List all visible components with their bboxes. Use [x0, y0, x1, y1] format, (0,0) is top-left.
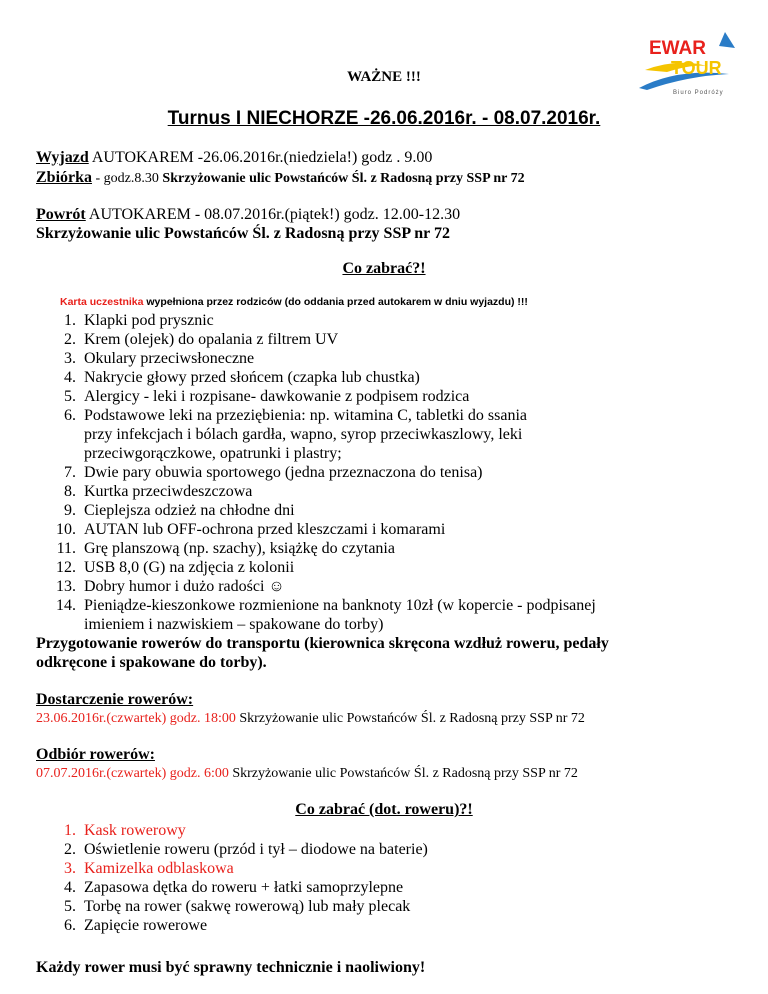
item-text-line: imieniem i nazwiskiem – spakowane do torby)	[84, 616, 384, 633]
bike-delivery-label: Dostarczenie rowerów:	[36, 691, 194, 708]
footer-note: Każdy rower musi być sprawny technicznie i naoliwiony!	[36, 959, 426, 976]
bike-prep-line: Przygotowanie rowerów do transportu (kierownica skręcona wzdłuż roweru, pedały	[36, 635, 609, 652]
logo-text-top: EWAR	[649, 38, 706, 59]
item-number: 10.	[56, 521, 76, 538]
participant-card-text: wypełniona przez rodziców (do oddania przed autokarem w dniu wyjazdu) !!!	[143, 296, 528, 308]
page-title: Turnus I NIECHORZE -26.06.2016r. - 08.07.2016r.	[167, 108, 601, 129]
item-number: 5.	[64, 388, 76, 405]
packing-heading: Co zabrać?!	[342, 260, 426, 277]
packing-list-item	[36, 330, 736, 349]
item-number: 8.	[64, 483, 76, 500]
return-place: Skrzyżowanie ulic Powstańców Śl. z Radosną przy SSP nr 72	[36, 225, 450, 242]
bike-packing-heading: Co zabrać (dot. roweru)?!	[295, 801, 473, 818]
item-number: 4.	[64, 369, 76, 386]
item-text-line: AUTAN lub OFF-ochrona przed kleszczami i komarami	[84, 521, 446, 538]
item-text: Kamizelka odblaskowa	[84, 860, 234, 877]
item-text-line: Dwie pary obuwia sportowego (jedna przeznaczona do tenisa)	[84, 464, 483, 481]
packing-list-item	[36, 577, 736, 596]
item-number: 1.	[64, 822, 76, 839]
bike-list-item	[36, 916, 736, 935]
item-text-line: Grę planszową (np. szachy), książkę do czytania	[84, 540, 395, 557]
return-label: Powrót	[36, 206, 86, 223]
packing-list	[36, 311, 736, 634]
packing-list-item	[36, 596, 736, 634]
bike-pickup-line	[36, 764, 578, 783]
item-number: 13.	[56, 578, 76, 595]
packing-list-item	[36, 387, 736, 406]
item-number: 11.	[56, 540, 76, 557]
packing-list-item	[36, 463, 736, 482]
item-text-line: Cieplejsza odzież na chłodne dni	[84, 502, 295, 519]
item-text: Oświetlenie roweru (przód i tył – diodowe na baterie)	[84, 841, 428, 858]
item-text-line: Alergicy - leki i rozpisane- dawkowanie z podpisem rodzica	[84, 388, 470, 405]
item-number: 3.	[64, 860, 76, 877]
item-number: 9.	[64, 502, 76, 519]
packing-list-item	[36, 368, 736, 387]
gathering-place: Skrzyżowanie ulic Powstańców Śl. z Radosną przy SSP nr 72	[162, 171, 525, 186]
item-text: Zapasowa dętka do roweru + łatki samoprzylepne	[84, 879, 404, 896]
item-number: 6.	[64, 407, 76, 424]
return-line	[36, 205, 460, 224]
item-number: 5.	[64, 898, 76, 915]
departure-text: AUTOKAREM -26.06.2016r.(niedziela!) godz . 9.00	[88, 149, 433, 166]
bike-pickup-date: 07.07.2016r.(czwartek) godz. 6:00	[36, 766, 229, 781]
bike-pickup-place: Skrzyżowanie ulic Powstańców Śl. z Radosną przy SSP nr 72	[228, 766, 578, 781]
participant-card-label: Karta uczestnika	[60, 296, 144, 308]
item-text-line: Dobry humor i dużo radości ☺	[84, 578, 285, 595]
bike-prep-note	[36, 634, 736, 672]
important-heading: WAŻNE !!!	[347, 69, 421, 85]
item-text: Zapięcie rowerowe	[84, 917, 208, 934]
packing-list-item	[36, 349, 736, 368]
bike-list-item	[36, 878, 736, 897]
item-number: 12.	[56, 559, 76, 576]
packing-list-item	[36, 501, 736, 520]
ewar-tour-logo	[637, 30, 737, 100]
item-number: 3.	[64, 350, 76, 367]
packing-list-item	[36, 520, 736, 539]
packing-list-item	[36, 482, 736, 501]
departure-label: Wyjazd	[36, 149, 89, 166]
item-number: 4.	[64, 879, 76, 896]
bike-packing-list	[36, 821, 736, 935]
item-number: 2.	[64, 841, 76, 858]
bike-delivery-date: 23.06.2016r.(czwartek) godz. 18:00	[36, 711, 236, 726]
item-text: Kask rowerowy	[84, 822, 186, 839]
gathering-time: - godz.8.30	[92, 171, 163, 186]
item-text-line: Nakrycie głowy przed słońcem (czapka lub chustka)	[84, 369, 420, 386]
item-text-line: Pieniądze-kieszonkowe rozmienione na banknoty 10zł (w kopercie - podpisanej	[84, 597, 596, 614]
bike-list-item	[36, 859, 736, 878]
logo-subtitle: Biuro Podróży	[673, 90, 724, 96]
item-text-line: Podstawowe leki na przeziębienia: np. witamina C, tabletki do ssania	[84, 407, 527, 424]
packing-list-item	[36, 406, 736, 463]
item-text-line: Okulary przeciwsłoneczne	[84, 350, 255, 367]
item-number: 2.	[64, 331, 76, 348]
item-number: 7.	[64, 464, 76, 481]
item-text-line: Klapki pod prysznic	[84, 312, 214, 329]
packing-list-item	[36, 558, 736, 577]
item-text-line: przy infekcjach i bólach gardła, wapno, syrop przeciwkaszlowy, leki	[84, 426, 523, 443]
item-text-line: Krem (olejek) do opalania z filtrem UV	[84, 331, 339, 348]
departure-line	[36, 148, 432, 167]
bike-list-item	[36, 840, 736, 859]
bike-delivery-place: Skrzyżowanie ulic Powstańców Śl. z Radosną przy SSP nr 72	[235, 711, 585, 726]
item-number: 1.	[64, 312, 76, 329]
logo-graphic	[637, 30, 737, 100]
gathering-label: Zbiórka	[36, 169, 93, 186]
bike-list-item	[36, 897, 736, 916]
logo-text-bottom: TOUR	[671, 58, 722, 78]
gathering-line	[36, 168, 525, 188]
bike-list-item	[36, 821, 736, 840]
item-number: 6.	[64, 917, 76, 934]
bike-pickup-label: Odbiór rowerów:	[36, 746, 155, 763]
return-text: AUTOKAREM - 08.07.2016r.(piątek!) godz. 12.00-12.30	[85, 206, 461, 223]
participant-card-note	[60, 296, 528, 308]
bike-delivery-line	[36, 709, 585, 728]
item-text-line: Kurtka przeciwdeszczowa	[84, 483, 253, 500]
bike-prep-line: odkręcone i spakowane do torby).	[36, 654, 267, 671]
packing-list-item	[36, 539, 736, 558]
item-text-line: USB 8,0 (G) na zdjęcia z kolonii	[84, 559, 295, 576]
item-number: 14.	[56, 597, 76, 614]
item-text-line: przeciwgorączkowe, opatrunki i plastry;	[84, 445, 342, 462]
packing-list-item	[36, 311, 736, 330]
item-text: Torbę na rower (sakwę rowerową) lub mały plecak	[84, 898, 411, 915]
